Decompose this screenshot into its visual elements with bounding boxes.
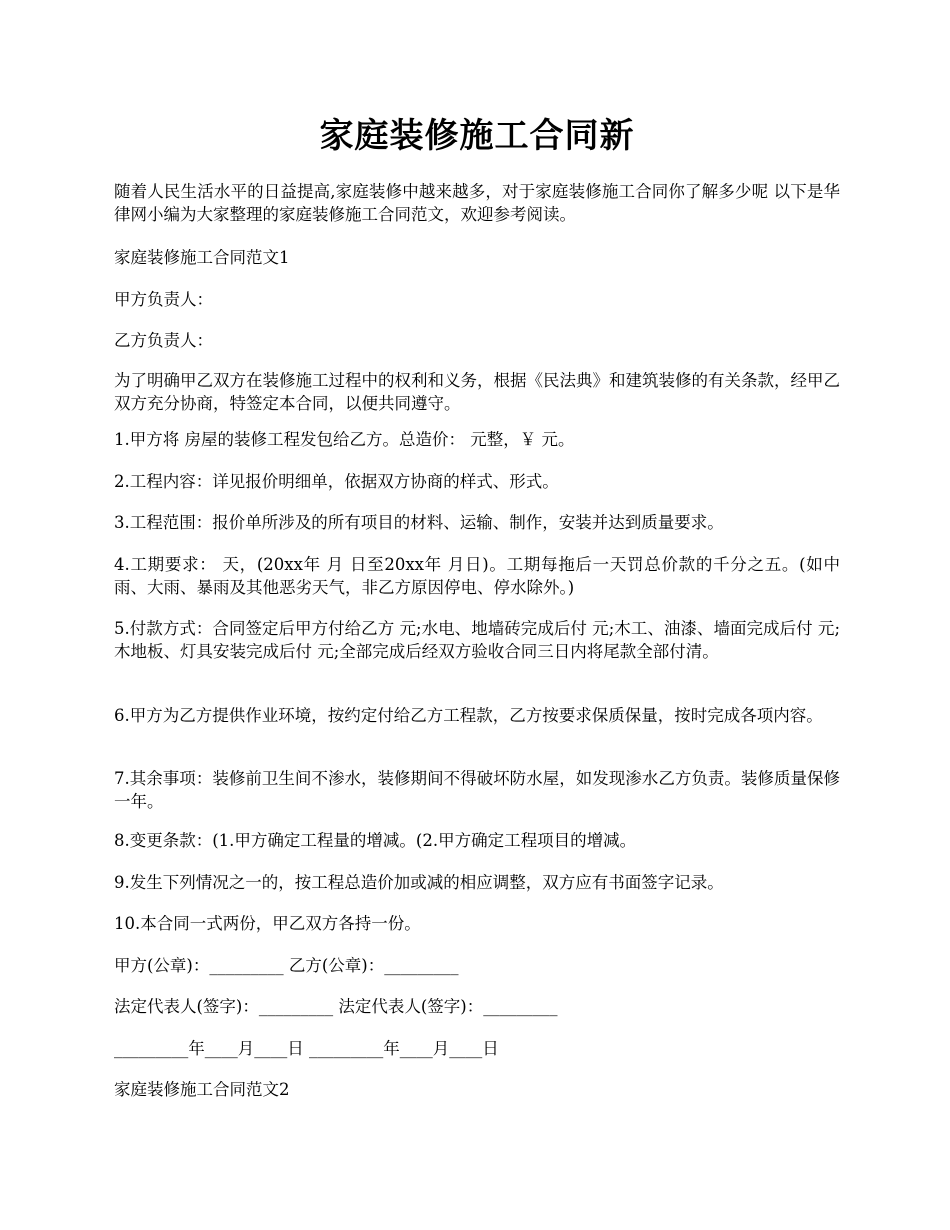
clause-4: 4.工期要求： 天，(20xx年 月 日至20xx年 月日)。工期每拖后一天罚总价款的千分之五。(如中雨、大雨、暴雨及其他恶劣天气，非乙方原因停电、停水除外。) — [114, 555, 840, 597]
clause-5: 5.付款方式：合同签定后甲方付给乙方 元;水电、地墙砖完成后付 元;木工、油漆、墙面完成后付 元;木地板、灯具安装完成后付 元;全部完成后经双方验收合同三日内将尾款全部付清。 — [114, 619, 840, 661]
intro-paragraph: 随着人民生活水平的日益提高,家庭装修中越来越多，对于家庭装修施工合同你了解多少呢 以下是华律网小编为大家整理的家庭装修施工合同范文，欢迎参考阅读。 — [114, 182, 840, 224]
representative-line: 法定代表人(签字)：_________ 法定代表人(签字)：_________ — [114, 997, 558, 1016]
section-heading-2: 家庭装修施工合同范文2 — [114, 1080, 290, 1099]
clause-2: 2.工程内容：详见报价明细单，依据双方协商的样式、形式。 — [114, 472, 559, 491]
party-b-lead: 乙方负责人： — [114, 331, 213, 350]
clause-10: 10.本合同一式两份，甲乙双方各持一份。 — [114, 914, 421, 933]
clause-8: 8.变更条款：(1.甲方确定工程量的增减。(2.甲方确定工程项目的增减。 — [114, 831, 637, 850]
date-line: _________年____月____日 _________年____月____日 — [114, 1039, 499, 1058]
party-a-lead: 甲方负责人： — [114, 290, 213, 309]
clause-6: 6.甲方为乙方提供作业环境，按约定付给乙方工程款，乙方按要求保质保量，按时完成各项内容。 — [114, 706, 823, 725]
clause-7: 7.其余事项：装修前卫生间不渗水，装修期间不得破坏防水屋，如发现渗水乙方负责。装修质量保修一年。 — [114, 769, 840, 811]
section-heading-1: 家庭装修施工合同范文1 — [114, 248, 290, 267]
clause-1: 1.甲方将 房屋的装修工程发包给乙方。总造价： 元整，￥ 元。 — [114, 430, 575, 449]
clause-9: 9.发生下列情况之一的，按工程总造价加或减的相应调整，双方应有书面签字记录。 — [114, 873, 724, 892]
purpose-paragraph: 为了明确甲乙双方在装修施工过程中的权利和义务，根据《民法典》和建筑装修的有关条款，经甲乙双方充分协商，特签定本合同，以便共同遵守。 — [114, 371, 840, 413]
seal-line: 甲方(公章)：_________ 乙方(公章)：_________ — [114, 956, 459, 975]
clause-3: 3.工程范围：报价单所涉及的所有项目的材料、运输、制作，安装并达到质量要求。 — [114, 513, 724, 532]
document-title: 家庭装修施工合同新 — [319, 116, 635, 156]
